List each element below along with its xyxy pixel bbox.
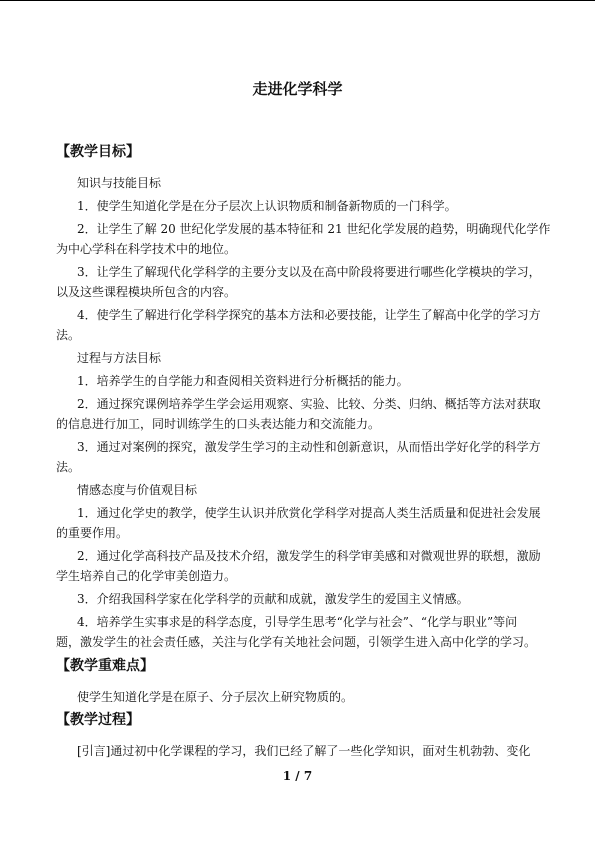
- section-heading-process: 【教学过程】: [56, 712, 140, 728]
- emotion-goal-2-line1: 2．通过化学高科技产品及技术介绍，激发学生的科学审美感和对微观世界的联想，激励: [77, 549, 541, 563]
- emotion-goal-heading: 情感态度与价值观目标: [77, 483, 198, 497]
- page-top-border: [0, 0, 595, 1]
- knowledge-goal-4-line2: 法。: [56, 328, 81, 342]
- process-intro-text: [引言]通过初中化学课程的学习，我们已经了解了一些化学知识，面对生机勃勃、变化: [77, 744, 531, 758]
- emotion-goal-1-line2: 的重要作用。: [56, 526, 129, 540]
- emotion-goal-2-line2: 学生培养自己的化学审美创造力。: [56, 569, 237, 583]
- knowledge-goal-2-line1: 2．让学生了解 20 世纪化学发展的基本特征和 21 世纪化学发展的趋势，明确现代化学作: [77, 222, 551, 236]
- section-heading-goals: 【教学目标】: [56, 144, 140, 160]
- emotion-goal-4-line1: 4．培养学生实事求是的科学态度，引导学生思考“化学与社会”、“化学与职业”等问: [77, 615, 518, 629]
- section-heading-key-points: 【教学重难点】: [56, 658, 154, 674]
- knowledge-goal-3-line1: 3．让学生了解现代化学科学的主要分支以及在高中阶段将要进行哪些化学模块的学习，: [77, 265, 541, 279]
- document-title: 走进化学科学: [252, 80, 343, 98]
- emotion-goal-3: 3．介绍我国科学家在化学科学的贡献和成就，激发学生的爱国主义情感。: [77, 592, 469, 606]
- process-goal-2-line1: 2．通过探究课例培养学生学会运用观察、实验、比较、分类、归纳、概括等方法对获取: [77, 397, 541, 411]
- process-goal-heading: 过程与方法目标: [77, 351, 162, 365]
- process-goal-3-line1: 3．通过对案例的探究，激发学生学习的主动性和创新意识，从而悟出学好化学的科学方: [77, 440, 541, 454]
- knowledge-goal-heading: 知识与技能目标: [77, 176, 162, 190]
- process-goal-3-line2: 法。: [56, 460, 81, 474]
- emotion-goal-4-line2: 题，激发学生的社会责任感，关注与化学有关地社会问题，引领学生进入高中化学的学习。: [56, 635, 537, 649]
- key-points-text: 使学生知道化学是在原子、分子层次上研究物质的。: [77, 690, 354, 704]
- knowledge-goal-2-line2: 为中心学科在科学技术中的地位。: [56, 242, 237, 256]
- emotion-goal-1-line1: 1．通过化学史的教学，使学生认识并欣赏化学科学对提高人类生活质量和促进社会发展: [77, 506, 541, 520]
- knowledge-goal-4-line1: 4．使学生了解进行化学科学探究的基本方法和必要技能，让学生了解高中化学的学习方: [77, 308, 541, 322]
- knowledge-goal-3-line2: 以及这些课程模块所包含的内容。: [56, 285, 237, 299]
- knowledge-goal-1: 1．使学生知道化学是在分子层次上认识物质和制备新物质的一门科学。: [77, 199, 457, 213]
- process-goal-1: 1．培养学生的自学能力和查阅相关资料进行分析概括的能力。: [77, 374, 409, 388]
- process-goal-2-line2: 的信息进行加工，同时训练学生的口头表达能力和交流能力。: [56, 417, 381, 431]
- page-number: 1 / 7: [282, 769, 313, 783]
